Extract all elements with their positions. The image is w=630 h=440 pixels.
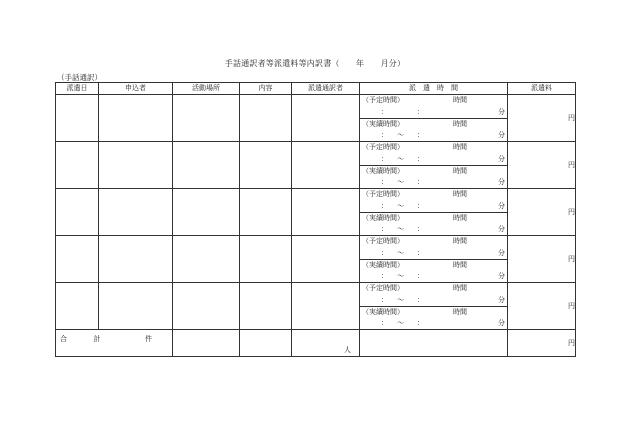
- yen-unit: 円: [568, 114, 575, 122]
- colon-start: ：: [381, 295, 388, 304]
- time-cell: [360, 95, 508, 142]
- time-cell: [360, 236, 508, 283]
- interpreter-cell[interactable]: [292, 283, 360, 330]
- colon-start: ：: [381, 131, 388, 139]
- fee-cell[interactable]: [508, 95, 576, 142]
- total-persons-cell: [292, 330, 360, 357]
- wave-dash: ～: [397, 272, 404, 280]
- hours-unit: 時間: [453, 190, 467, 198]
- location-cell[interactable]: [173, 189, 240, 236]
- interpreter-cell[interactable]: [292, 142, 360, 189]
- minutes-unit: 分: [498, 178, 505, 186]
- colon-start: ：: [381, 107, 388, 116]
- fee-cell[interactable]: [508, 142, 576, 189]
- table-row: [56, 283, 576, 330]
- col-header-applicant: 申込者: [99, 83, 173, 95]
- hours-unit: 時間: [453, 284, 467, 292]
- planned-label: （予定時間）: [362, 96, 404, 104]
- yen-unit: 円: [568, 208, 575, 216]
- yen-unit: 円: [568, 302, 575, 310]
- colon-end: ：: [417, 319, 424, 327]
- location-cell[interactable]: [173, 283, 240, 330]
- minutes-unit: 分: [498, 225, 505, 233]
- total-empty-1: [173, 330, 240, 357]
- planned-label: （予定時間）: [362, 143, 404, 151]
- table-row: [56, 236, 576, 283]
- actual-label: （実績時間）: [362, 166, 404, 175]
- wave-dash: ～: [397, 201, 404, 210]
- colon-end: ：: [417, 248, 424, 257]
- minutes-unit: 分: [498, 248, 505, 257]
- hours-unit: 時間: [453, 213, 467, 222]
- interpreter-cell[interactable]: [292, 236, 360, 283]
- content-cell[interactable]: [240, 95, 292, 142]
- total-count-unit: 件: [145, 335, 152, 343]
- colon-end: ：: [417, 201, 424, 210]
- content-cell[interactable]: [240, 189, 292, 236]
- colon-end: ：: [417, 178, 424, 186]
- date-cell[interactable]: [56, 236, 99, 283]
- section-label: （手話通訳）: [57, 73, 102, 82]
- content-cell[interactable]: [240, 236, 292, 283]
- col-header-fee: 派遣料: [508, 83, 576, 95]
- actual-label: （実績時間）: [362, 119, 404, 128]
- colon-start: ：: [381, 178, 388, 186]
- colon-end: ：: [417, 107, 424, 116]
- fee-cell[interactable]: [508, 189, 576, 236]
- col-header-interpreter: 派遣通訳者: [292, 83, 360, 95]
- interpreter-cell[interactable]: [292, 189, 360, 236]
- col-header-content: 内容: [240, 83, 292, 95]
- colon-end: ：: [417, 272, 424, 280]
- applicant-cell[interactable]: [99, 142, 173, 189]
- time-cell: [360, 142, 508, 189]
- planned-label: （予定時間）: [362, 190, 404, 198]
- col-header-location: 活動場所: [173, 83, 240, 95]
- planned-label: （予定時間）: [362, 237, 404, 245]
- actual-label: （実績時間）: [362, 307, 404, 316]
- total-empty-3: [360, 330, 508, 357]
- hours-unit: 時間: [453, 237, 467, 245]
- location-cell[interactable]: [173, 95, 240, 142]
- header-row: [56, 83, 576, 95]
- total-empty-2: [240, 330, 292, 357]
- minutes-unit: 分: [498, 131, 505, 139]
- colon-start: ：: [381, 201, 388, 210]
- colon-start: ：: [381, 225, 388, 233]
- date-cell[interactable]: [56, 142, 99, 189]
- minutes-unit: 分: [498, 319, 505, 327]
- col-header-date: 派遣日: [56, 83, 99, 95]
- total-fee-cell: [508, 330, 576, 357]
- time-cell: [360, 283, 508, 330]
- location-cell[interactable]: [173, 142, 240, 189]
- location-cell[interactable]: [173, 236, 240, 283]
- hours-unit: 時間: [453, 307, 467, 316]
- wave-dash: ～: [397, 154, 404, 163]
- applicant-cell[interactable]: [99, 189, 173, 236]
- wave-dash: ～: [397, 225, 404, 233]
- colon-end: ：: [417, 225, 424, 233]
- colon-end: ：: [417, 154, 424, 163]
- wave-dash: ～: [397, 248, 404, 257]
- minutes-unit: 分: [498, 272, 505, 280]
- total-label-left: 合: [60, 335, 67, 343]
- total-person-unit: 人: [344, 346, 351, 354]
- actual-label: （実績時間）: [362, 260, 404, 269]
- col-header-time: 派 遣 時 間: [360, 83, 508, 95]
- yen-unit: 円: [568, 161, 575, 169]
- date-cell[interactable]: [56, 189, 99, 236]
- breakdown-table: [55, 82, 576, 357]
- date-cell[interactable]: [56, 95, 99, 142]
- fee-cell[interactable]: [508, 236, 576, 283]
- total-row: [56, 330, 576, 357]
- time-cell: [360, 189, 508, 236]
- wave-dash: ～: [397, 319, 404, 327]
- table-row: [56, 95, 576, 142]
- colon-end: ：: [417, 131, 424, 139]
- wave-dash: ～: [397, 131, 404, 139]
- hours-unit: 時間: [453, 260, 467, 269]
- applicant-cell[interactable]: [99, 236, 173, 283]
- total-label-mid: 計: [93, 335, 101, 343]
- colon-start: ：: [381, 319, 388, 327]
- actual-label: （実績時間）: [362, 213, 404, 222]
- table-row: [56, 142, 576, 189]
- colon-start: ：: [381, 154, 388, 163]
- planned-label: （予定時間）: [362, 284, 404, 292]
- minutes-unit: 分: [498, 201, 505, 210]
- applicant-cell[interactable]: [99, 283, 173, 330]
- colon-start: ：: [381, 248, 388, 257]
- colon-end: ：: [417, 295, 424, 304]
- yen-unit: 円: [568, 255, 575, 263]
- hours-unit: 時間: [453, 143, 467, 151]
- minutes-unit: 分: [498, 107, 505, 116]
- applicant-cell[interactable]: [99, 95, 173, 142]
- minutes-unit: 分: [498, 154, 505, 163]
- table-row: [56, 189, 576, 236]
- wave-dash: ～: [397, 295, 404, 304]
- document-title: 手話通訳者等派遣料等内訳書（ 年 月分）: [224, 59, 406, 68]
- fee-cell[interactable]: [508, 283, 576, 330]
- colon-start: ：: [381, 272, 388, 280]
- hours-unit: 時間: [453, 166, 467, 175]
- hours-unit: 時間: [453, 119, 467, 128]
- date-cell[interactable]: [56, 283, 99, 330]
- total-yen: 円: [568, 339, 575, 347]
- content-cell[interactable]: [240, 283, 292, 330]
- hours-unit: 時間: [453, 96, 467, 104]
- content-cell[interactable]: [240, 142, 292, 189]
- total-label-cell: [56, 330, 173, 357]
- minutes-unit: 分: [498, 295, 505, 304]
- wave-dash: ～: [397, 178, 404, 186]
- interpreter-cell[interactable]: [292, 95, 360, 142]
